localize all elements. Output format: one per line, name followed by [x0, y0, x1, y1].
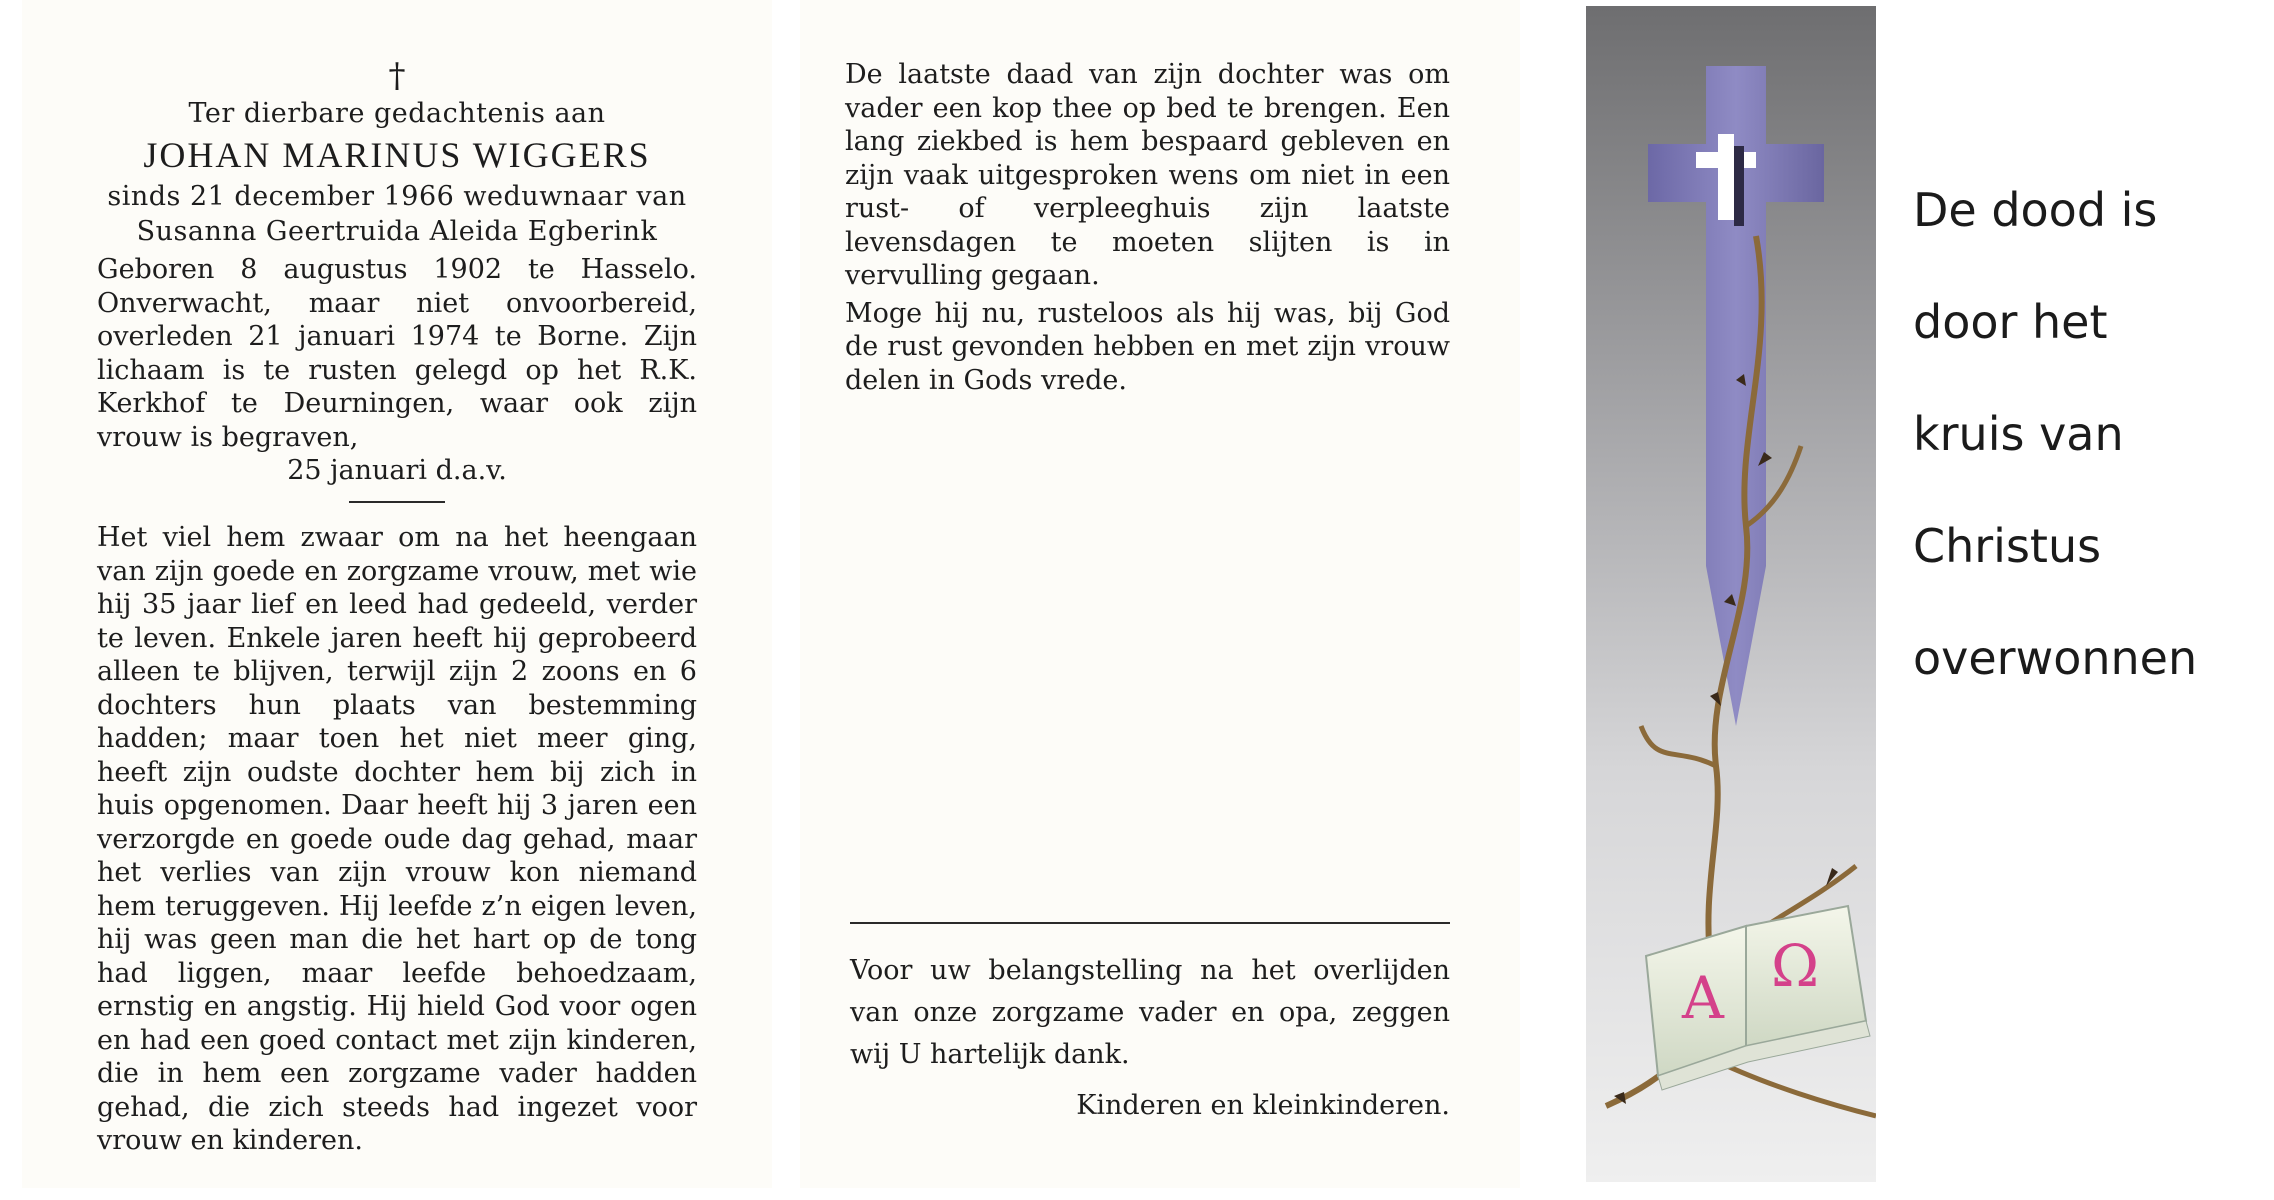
widower-line: sinds 21 december 1966 weduwnaar van [107, 181, 687, 212]
spouse-name: Susanna Geertruida Aleida Egberink [136, 216, 658, 247]
thanks-section [850, 922, 1450, 1128]
middle-panel [800, 0, 1520, 1188]
quote-line: De dood is [1913, 183, 2158, 237]
quote-line: kruis van [1913, 407, 2124, 461]
biography-paragraph: Geboren 8 augustus 1902 te Hasselo. Onverwacht, maar niet onvoorbereid, overleden 21 januari 1974 te Borne. Zijn lichaam is te rusten gelegd op het R.K. Kerkhof te Deurningen, waar ook zijn vrouw is begraven, [97, 254, 697, 453]
omega-symbol: Ω [1771, 932, 1820, 1000]
left-text-column [97, 0, 697, 1158]
right-panel [1528, 0, 2274, 1188]
middle-text-column [845, 58, 1450, 397]
life-story-paragraph: Het viel hem zwaar om na het heengaan van zijn goede en zorgzame vrouw, met wie hij 35 jaar lief en leed had gedeeld, verder te leven. Enkele jaren heeft hij geprobeerd alleen te blijven, terwijl zijn 2 zoons en 6 dochters hun plaats van bestemming hadden; maar toen het niet meer ging, heeft zijn oudste dochter hem bij zich in huis opgenomen. Daar heeft hij 3 jaren een verzorgde en goede oude dag gehad, maar het verlies van zijn vrouw kon niemand hem teruggeven. Hij leefde z’n eigen leven, hij was geen man die het hart op de tong had liggen, maar leefde behoedzaam, ernstig en angstig. Hij hield God voor ogen en had een goed contact met zijn kinderen, die in hem een zorgzame vader hadden gehad, die zich steeds had ingezet voor vrouw en kinderen. [97, 522, 697, 1156]
signoff: Kinderen en kleinkinderen. [1076, 1090, 1450, 1121]
alpha-symbol: A [1682, 964, 1724, 1032]
burial-date: 25 januari d.a.v. [287, 455, 507, 486]
thanks-paragraph: Voor uw belangstelling na het overlijden van onze zorgzame vader en opa, zeggen wij U hartelijk dank. [850, 955, 1450, 1070]
intro-line: Ter dierbare gedachtenis aan [188, 98, 606, 129]
cross-illustration [1586, 6, 1876, 1182]
last-deed-paragraph: De laatste daad van zijn dochter was om vader een kop thee op bed te brengen. Een lang ziekbed is hem bespaard gebleven en zijn vaak uitgesproken wens om niet in een rust- of verpleeghuis zijn laatste levensdagen te moeten slijten is in vervulling gegaan. [845, 59, 1450, 291]
deceased-name: JOHAN MARINUS WIGGERS [143, 135, 651, 175]
quote-line: overwonnen [1913, 631, 2198, 685]
prayer-paragraph: Moge hij nu, rusteloos als hij was, bij God de rust gevonden hebben en met zijn vrouw delen in Gods vrede. [845, 297, 1450, 396]
quote-line: Christus [1913, 519, 2102, 573]
quote-text [1913, 180, 2273, 740]
cross-icon: † [388, 56, 406, 96]
divider [349, 501, 445, 503]
divider [850, 922, 1450, 924]
cross-book-thorns-illustration [1586, 6, 1876, 1182]
quote-line: door het [1913, 295, 2108, 349]
left-panel [22, 0, 772, 1188]
